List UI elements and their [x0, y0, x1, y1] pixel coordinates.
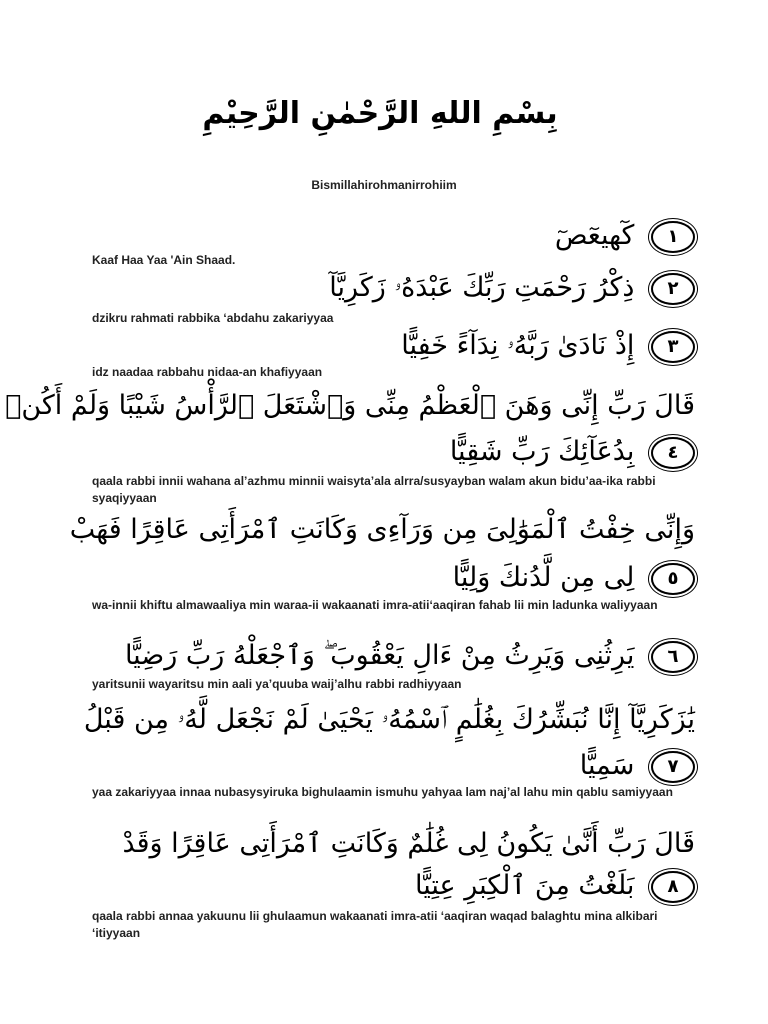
verse-number-marker: ٤ [651, 437, 695, 469]
verse-number-marker: ٢ [651, 273, 695, 305]
verse-2-transliteration: dzikru rahmati rabbika ‘abdahu zakariyyaa [92, 311, 334, 325]
verse-number-marker: ٧ [651, 751, 695, 783]
verse-6-arabic-line-1: ٦ يَرِثُنِى وَيَرِثُ مِنْ ءَالِ يَعْقُوبَ ۖ وَٱجْعَلْهُ رَبِّ رَضِيًّا [95, 636, 695, 676]
verse-5-arabic-line-2: ٥ لِى مِن لَّدُنكَ وَلِيًّا [95, 558, 695, 598]
verse-2-arabic-line-1: ٢ ذِكْرُ رَحْمَتِ رَبِّكَ عَبْدَهُۥ زَكَرِيَّآ [95, 268, 695, 308]
verse-number-marker: ٣ [651, 331, 695, 363]
verse-5-transliteration: wa-innii khiftu almawaaliya min waraa-ii wakaanati imra-atii‘aaqiran fahab lii min ladunka waliyyaan [92, 598, 658, 612]
verse-number-marker: ٦ [651, 641, 695, 673]
basmala-calligraphy [200, 92, 560, 134]
verse-7-arabic-line-2: ٧ سَمِيًّا [95, 746, 695, 786]
verse-4-arabic-line-2: ٤ بِدُعَآئِكَ رَبِّ شَقِيًّا [95, 432, 695, 472]
verse-6-transliteration: yaritsunii wayaritsu min aali ya’quuba waij’alhu rabbi radhiyyaan [92, 677, 462, 691]
verse-number-marker: ٥ [651, 563, 695, 595]
verse-number-marker: ٨ [651, 871, 695, 903]
verse-8-transliteration: qaala rabbi annaa yakuunu lii ghulaamun wakaanati imra-atii ‘aaqiran waqad balaghtu mina alkibari ‘itiyyaan [92, 909, 658, 940]
verse-1-transliteration: Kaaf Haa Yaa 'Ain Shaad. [92, 253, 236, 267]
verse-7-arabic-line-1: يَٰزَكَرِيَّآ إِنَّا نُبَشِّرُكَ بِغُلَٰمٍ ٱسْمُهُۥ يَحْيَىٰ لَمْ نَجْعَل لَّهُۥ مِن قَبْلُ [83, 704, 695, 735]
verse-number-marker: ١ [651, 221, 695, 253]
verse-4-arabic-line-1: قَالَ رَبِّ إِنِّى وَهَنَ ٱلْعَظْمُ مِنِّى وَٱشْتَعَلَ ٱلرَّأْسُ شَيْبًا وَلَمْ أَكُنۢ [5, 390, 695, 421]
verse-3-arabic-line-1: ٣ إِذْ نَادَىٰ رَبَّهُۥ نِدَآءً خَفِيًّا [95, 326, 695, 366]
verse-3-transliteration: idz naadaa rabbahu nidaa-an khafiyyaan [92, 365, 323, 379]
verse-1-arabic-line-1: ١ كٓهيعٓصٓ [95, 216, 695, 256]
basmala-text: بِسْمِ اللهِ الرَّحْمٰنِ الرَّحِيْمِ [202, 95, 558, 131]
verse-8-arabic-line-2: ٨ بَلَغْتُ مِنَ ٱلْكِبَرِ عِتِيًّا [95, 866, 695, 906]
verse-7-transliteration: yaa zakariyyaa innaa nubasysyiruka bighulaamin ismuhu yahyaa lam naj’al lahu min qablu samiyyaan [92, 785, 673, 799]
verse-8-arabic-line-1: قَالَ رَبِّ أَنَّىٰ يَكُونُ لِى غُلَٰمٌ وَكَانَتِ ٱمْرَأَتِى عَاقِرًا وَقَدْ [122, 828, 695, 859]
verse-5-arabic-line-1: وَإِنِّى خِفْتُ ٱلْمَوَٰلِىَ مِن وَرَآءِى وَكَانَتِ ٱمْرَأَتِى عَاقِرًا فَهَبْ [69, 514, 695, 545]
page-title: Bismillahirohmanirrohiim [311, 178, 457, 192]
verse-4-transliteration: qaala rabbi innii wahana al’azhmu minnii waisyta’ala alrra/susyayban walam akun bidu’aa-ika rabbi syaqiyyaan [92, 474, 656, 505]
